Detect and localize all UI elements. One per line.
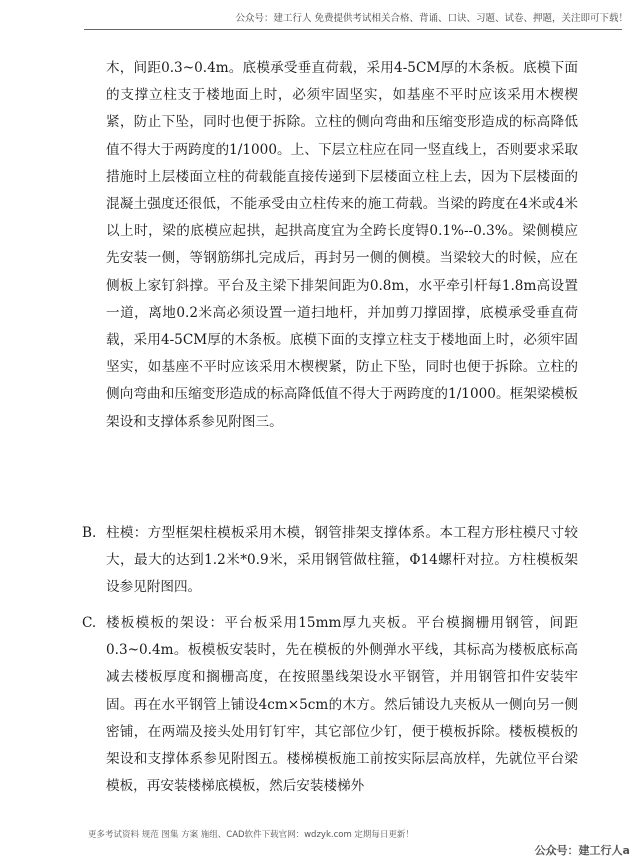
footer-watermark: 公众号：建工行人a [534,844,630,857]
header-divider [84,29,622,30]
header-banner: 公众号：建工行人 免费提供考试相关合格、背诵、口诀、习题、试卷、押题，关注即可下载！ [235,13,628,24]
list-item-b-text: 柱模：方型框架柱模板采用木模，钢管排架支撑体系。本工程方形柱模尺寸较大，最大的达到1.2米*0.9米，采用钢管做柱箍，Φ14螺杆对拉。方柱模板架设参见附图四。 [106,525,578,596]
footer-note: 更多考试资料 规范 图集 方案 施组、CAD软件下载官网：wdzyk.com 定期每日更新！ [88,830,414,840]
list-item-c-text: 楼板模板的架设：平台板采用15mm厚九夹板。平台模搁栅用钢管，间距0.3~0.4m。板模板安装时，先在模板的外侧弹水平线，其标高为楼板底标高减去楼板厚度和搁栅高度，在按照墨线架设水平钢管，并用钢管扣件安装牢固。再在水平钢管上铺设4cm×5cm的木方。然后铺设九夹板从一侧向另一侧密铺，在两端及接头处用钉钉牢，其它部位少钉，便于模板拆除。楼板模板的架设和支撑体系参见附图五。楼梯模板施工前按实际层高放样，先就位平台梁模板，再安装楼梯底模板，然后安装楼梯外 [106,615,578,795]
list-marker-b: B. [82,525,97,541]
paragraph-continuation: 木，间距0.3~0.4m。底模承受垂直荷载，采用4-5CM厚的木条板。底模下面的支撑立柱支于楼地面上时，必须牢固坚实，如基座不平时应该采用木楔楔紧，防止下坠，同时也便于拆除。立柱的侧向弯曲和压缩变形造成的标高降低值不得大于两跨度的1/1000。上、下层立柱应在同一竖直线上，否则要求采取措施时上层楼面立柱的荷载能直接传递到下层楼面立柱上去，因为下层楼面的混凝土强度还很低，不能承受由立柱传来的施工荷载。当梁的跨度在4米或4米以上时，梁的底模应起拱，起拱高度宜为全跨长度锝0.1%--0.3%。梁侧模应先安装一侧，等钢筋绑扎完成后，再封另一侧的侧模。当梁较大的时候，应在侧板上家钉斜撑。平台及主梁下排架间距为0.8m，水平牵引杆每1.8m高设置一道，离地0.2米高必须设置一道扫地杆，并加剪刀撑固撑，底模承受垂直荷载，采用4-5CM厚的木条板。底模下面的支撑立柱支于楼地面上时，必须牢固坚实，如基座不平时应该采用木楔楔紧，防止下坠，同时也便于拆除。立柱的侧向弯曲和压缩变形造成的标高降低值不得大于两跨度的1/1000。框架梁模板架设和支撑体系参见附图三。 [106,60,578,430]
list-marker-c: C. [82,615,97,631]
